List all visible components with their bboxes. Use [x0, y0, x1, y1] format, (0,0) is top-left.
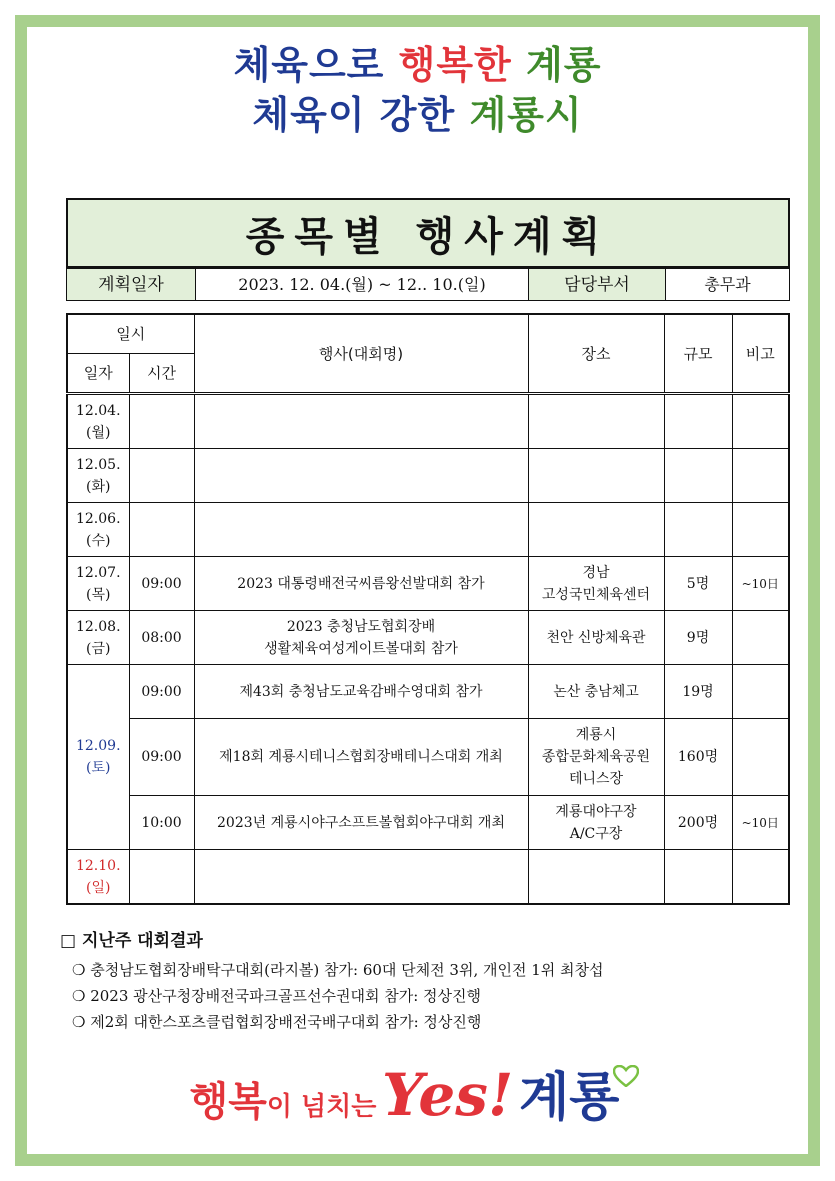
place-line: 계룡대야구장 [555, 803, 637, 820]
place-line: 경남 [582, 564, 610, 581]
day-text: (목) [86, 586, 111, 603]
table-row [67, 665, 789, 719]
date-text: 12.04. [75, 402, 121, 419]
document-title: 종목별 행사계획 [245, 213, 611, 260]
date-cell [67, 557, 129, 611]
slogan-line-2 [0, 92, 835, 138]
scale-cell [664, 394, 732, 449]
place-line: 계룡시 [575, 727, 617, 743]
note-cell [732, 719, 789, 796]
time-cell: 09:00 [129, 719, 194, 796]
header-note: 비고 [732, 314, 789, 394]
place-line: 종합문화체육공원 [541, 749, 651, 765]
last-week-results [60, 926, 780, 1035]
table-row [67, 449, 789, 503]
table-row [67, 850, 789, 905]
schedule-table [66, 313, 790, 905]
event-cell [194, 611, 528, 665]
table-row [67, 503, 789, 557]
date-cell [67, 665, 129, 850]
results-heading: □ 지난주 대회결과 [60, 931, 203, 951]
place-line: 테니스장 [568, 771, 624, 787]
result-item: ❍ 2023 광산구청장배전국파크골프선수권대회 참가: 정상진행 [72, 987, 482, 1005]
date-cell [67, 611, 129, 665]
table-row [67, 557, 789, 611]
event-line: 2023 충청남도협회장배 [286, 618, 436, 635]
footer-slogan [0, 1055, 835, 1130]
place-cell [528, 719, 664, 796]
place-cell [528, 449, 664, 503]
time-cell: 10:00 [129, 796, 194, 850]
slogan-text: 계룡 [526, 43, 602, 87]
header-scale: 규모 [664, 314, 732, 394]
time-cell: 08:00 [129, 611, 194, 665]
place-cell [528, 796, 664, 850]
footer-text: 이 넘치는 [266, 1092, 377, 1122]
date-cell [67, 503, 129, 557]
note-cell [732, 850, 789, 905]
result-item: ❍ 충청남도협회장배탁구대회(라지볼) 참가: 60대 단체전 3위, 개인전 1위 최창섭 [72, 961, 604, 979]
event-cell [194, 449, 528, 503]
scale-cell [664, 449, 732, 503]
date-text: 12.09. [75, 738, 121, 754]
note-cell [732, 449, 789, 503]
date-text: 12.10. [75, 857, 121, 874]
time-cell [129, 850, 194, 905]
event-cell: 2023 대통령배전국씨름왕선발대회 참가 [194, 557, 528, 611]
place-line: A/C구장 [569, 825, 623, 842]
place-cell [528, 503, 664, 557]
day-text: (일) [86, 879, 111, 896]
event-cell [194, 503, 528, 557]
header-event: 행사(대회명) [194, 314, 528, 394]
plan-date-label: 계획일자 [67, 269, 196, 301]
scale-cell: 200명 [664, 796, 732, 850]
day-text: (금) [86, 640, 111, 657]
event-line: 생활체육여성게이트볼대회 참가 [264, 640, 458, 657]
scale-cell: 19명 [664, 665, 732, 719]
note-cell [732, 665, 789, 719]
day-text: (화) [86, 478, 111, 495]
place-cell: 천안 신방체육관 [528, 611, 664, 665]
place-cell [528, 394, 664, 449]
note-cell [732, 394, 789, 449]
scale-cell [664, 503, 732, 557]
footer-text: Yes! [381, 1061, 514, 1129]
note-cell [732, 611, 789, 665]
event-cell: 제43회 충청남도교육감배수영대회 참가 [194, 665, 528, 719]
time-cell: 09:00 [129, 665, 194, 719]
scale-cell [664, 850, 732, 905]
date-cell [67, 449, 129, 503]
slogan-text: 행복한 [398, 43, 512, 87]
day-text: (월) [86, 424, 111, 441]
footer-text: 계룡 [518, 1068, 620, 1128]
time-cell [129, 503, 194, 557]
dept-label: 담당부서 [529, 269, 666, 301]
time-cell: 09:00 [129, 557, 194, 611]
header-date: 일자 [67, 354, 129, 394]
date-text: 12.08. [75, 618, 121, 635]
slogan-text: 체육으로 [233, 43, 385, 87]
note-cell: ~10日 [732, 796, 789, 850]
note-cell [732, 503, 789, 557]
place-cell [528, 850, 664, 905]
day-text: (토) [86, 760, 111, 776]
table-row [67, 719, 789, 796]
place-cell [528, 557, 664, 611]
date-text: 12.06. [75, 510, 121, 527]
header-time: 시간 [129, 354, 194, 394]
slogan-text: 강한 [379, 93, 456, 137]
slogan-text: 계룡시 [469, 93, 583, 137]
note-cell: ~10日 [732, 557, 789, 611]
date-text: 12.05. [75, 456, 121, 473]
event-cell [194, 394, 528, 449]
slogan-line-1 [0, 42, 835, 88]
table-row [67, 394, 789, 449]
result-item: ❍ 제2회 대한스포츠클럽협회장배전국배구대회 참가: 정상진행 [72, 1013, 482, 1031]
slogan-text: 체육이 [252, 93, 366, 137]
place-line: 고성국민체육센터 [541, 586, 651, 603]
event-cell [194, 850, 528, 905]
header-place: 장소 [528, 314, 664, 394]
heart-icon [613, 1065, 639, 1087]
header-datetime: 일시 [67, 314, 194, 354]
footer-text: 행복 [189, 1079, 267, 1125]
table-row [67, 611, 789, 665]
document-title-box [66, 198, 790, 268]
date-cell [67, 394, 129, 449]
time-cell [129, 394, 194, 449]
day-text: (수) [86, 532, 111, 549]
time-cell [129, 449, 194, 503]
event-cell: 2023년 계룡시야구소프트볼협회야구대회 개최 [194, 796, 528, 850]
place-cell: 논산 충남체고 [528, 665, 664, 719]
event-cell: 제18회 계룡시테니스협회장배테니스대회 개최 [194, 719, 528, 796]
date-cell [67, 850, 129, 905]
info-table [66, 268, 790, 301]
plan-date-value: 2023. 12. 04.(월) ~ 12.. 10.(일) [196, 269, 529, 301]
table-row [67, 796, 789, 850]
scale-cell: 5명 [664, 557, 732, 611]
scale-cell: 160명 [664, 719, 732, 796]
date-text: 12.07. [75, 564, 121, 581]
dept-value: 총무과 [666, 269, 790, 301]
scale-cell: 9명 [664, 611, 732, 665]
